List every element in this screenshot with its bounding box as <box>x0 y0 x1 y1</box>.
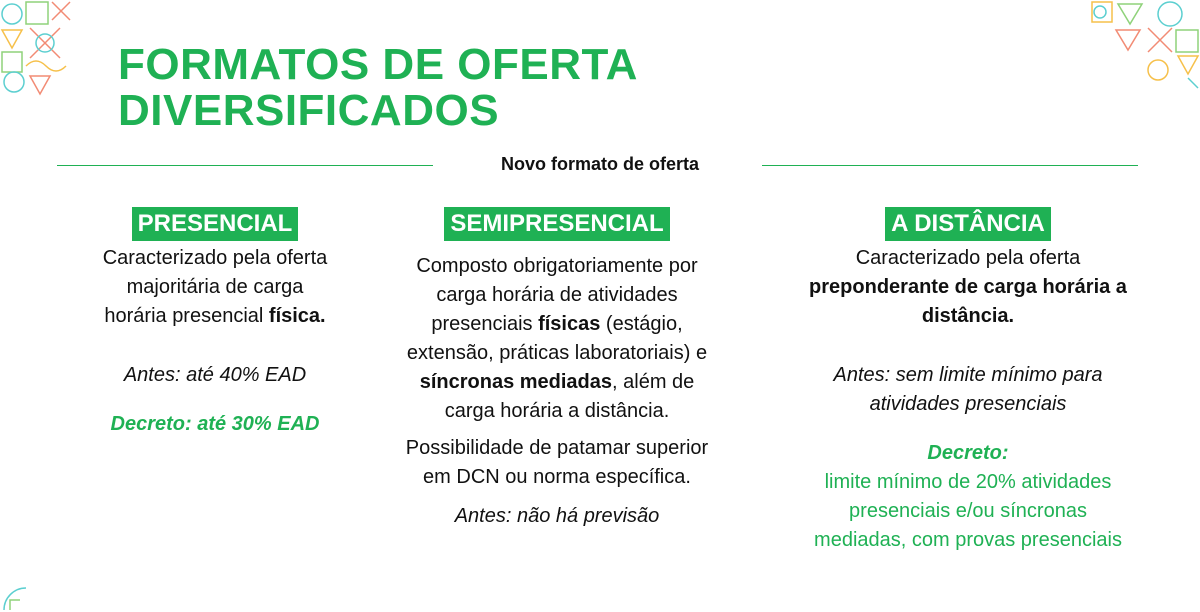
description-line: Caracterizado pela oferta <box>102 247 328 269</box>
description-line: carga horária de atividades <box>436 284 678 306</box>
text: horária presencial <box>104 305 269 327</box>
divider-left <box>57 165 433 166</box>
description-line <box>372 368 742 397</box>
column-distancia <box>778 207 1158 555</box>
text: , além de <box>612 371 695 393</box>
badge-semipresencial: SEMIPRESENCIAL <box>444 207 669 241</box>
description-line <box>372 310 742 339</box>
before-note: Antes: não há previsão <box>454 505 660 527</box>
column-presencial <box>40 207 390 439</box>
column-semipresencial <box>372 207 742 531</box>
description-line: Possibilidade de patamar superior <box>405 437 709 459</box>
badge-distancia: A DISTÂNCIA <box>885 207 1051 241</box>
page-title <box>118 42 678 134</box>
description-line: majoritária de carga <box>126 276 304 298</box>
description-line: Caracterizado pela oferta <box>855 247 1081 269</box>
emphasis: físicas <box>538 313 601 335</box>
decree-line: limite mínimo de 20% atividades <box>824 471 1112 493</box>
text: presenciais <box>431 313 539 335</box>
divider-right <box>762 165 1138 166</box>
before-note: Antes: sem limite mínimo para <box>833 364 1103 386</box>
decree-title: Decreto: <box>927 442 1009 464</box>
badge-presencial: PRESENCIAL <box>132 207 299 241</box>
before-note: Antes: até 40% EAD <box>123 364 307 386</box>
decree-line: presenciais e/ou síncronas <box>849 500 1087 522</box>
emphasis: síncronas mediadas <box>419 371 613 393</box>
decree-line: mediadas, com provas presenciais <box>814 529 1122 551</box>
description-line: distância. <box>921 305 1015 327</box>
geometric-pattern-icon <box>0 0 72 100</box>
title-line: FORMATOS DE OFERTA <box>118 40 638 89</box>
description-line: extensão, práticas laboratoriais) e <box>406 342 708 364</box>
geometric-pattern-icon <box>1088 0 1200 90</box>
text: (estágio, <box>600 313 683 335</box>
description-line: em DCN ou norma específica. <box>423 466 691 488</box>
geometric-pattern-icon <box>0 582 30 612</box>
before-note: atividades presenciais <box>869 393 1067 415</box>
description-line: Composto obrigatoriamente por <box>416 255 698 277</box>
subtitle: Novo formato de oferta <box>500 154 700 174</box>
description-line: preponderante de carga horária a <box>809 276 1127 298</box>
title-line: DIVERSIFICADOS <box>118 86 500 135</box>
description-line: carga horária a distância. <box>444 400 670 422</box>
description-line <box>40 302 390 331</box>
emphasis: física. <box>268 305 326 327</box>
decree-note: Decreto: até 30% EAD <box>110 413 320 435</box>
